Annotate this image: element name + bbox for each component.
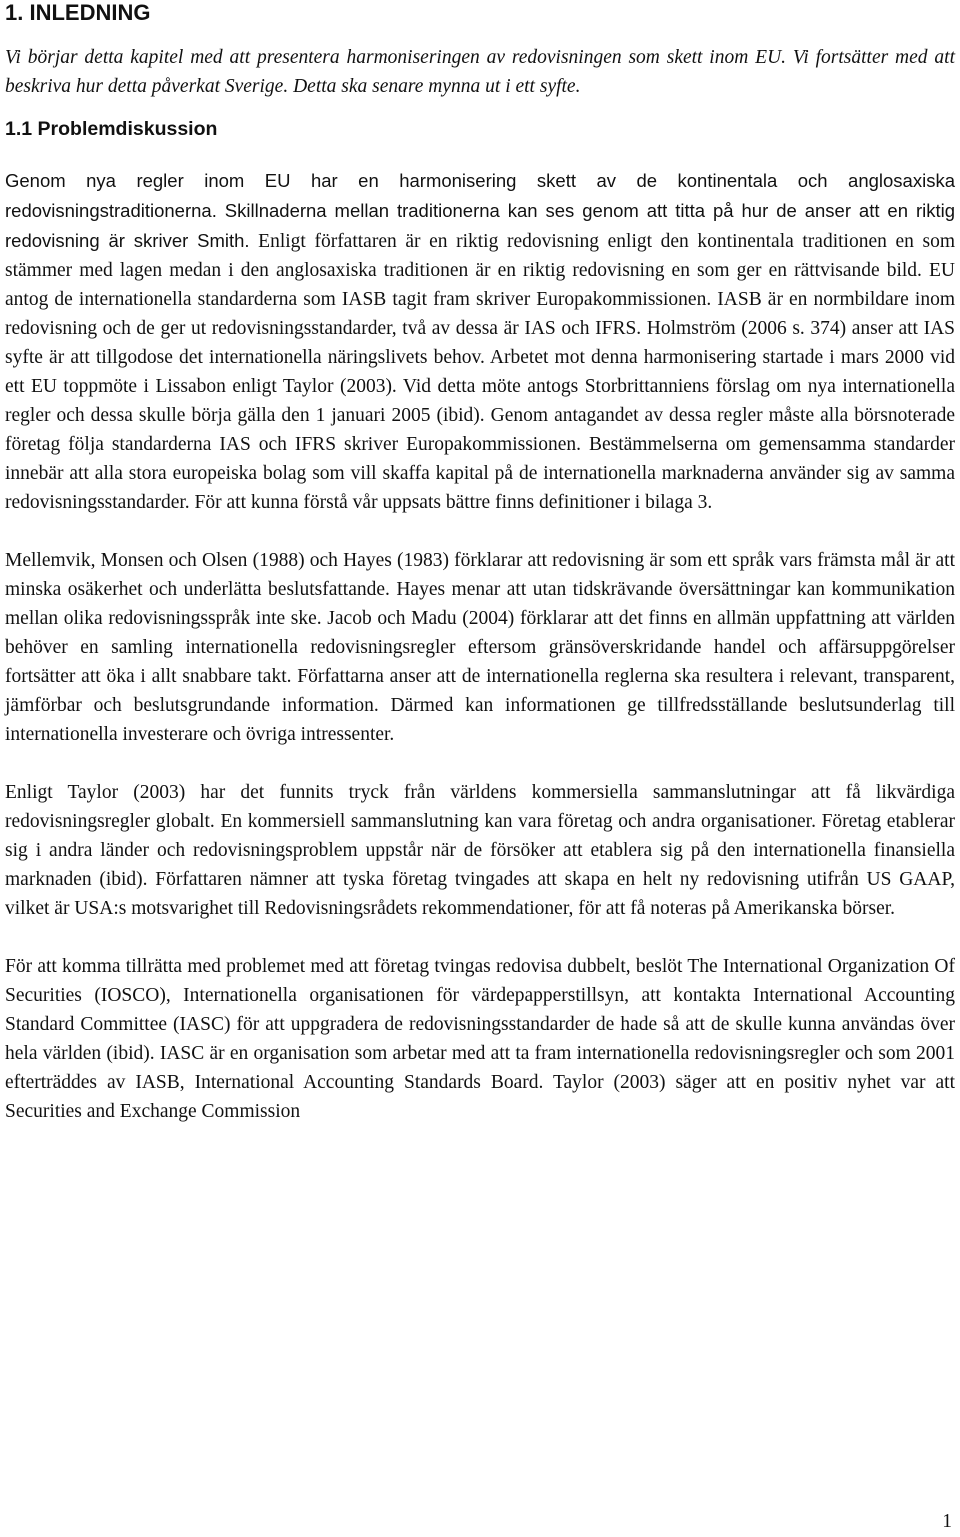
paragraph-1-serif-run: Enligt författaren är en riktig redovisning enligt den kontinentala traditionen en som stämmer med lagen medan i den anglosaxiska traditionen är en riktig redovisning en som ger en rättvisande bild. EU antog de internationella standarderna som IASB tagit fram skriver Europakommissionen. IASB är en normbildare inom redovisning och de ger ut redovisningsstandarder, två av dessa är IAS och IFRS. Holmström (2006 s. 374) anser att IAS syfte är att tillgodose det internationella näringslivets behov. Arbetet mot denna harmonisering startade i mars 2000 vid ett EU toppmöte i Lissabon enligt Taylor (2003). Vid detta möte antogs Storbrittanniens förslag om nya internationella regler och dessa skulle börja gälla den 1 januari 2005 (ibid). Genom antagandet av dessa regler måste alla börsnoterade företag följa standarderna IAS och IFRS skriver Europakommissionen. Bestämmelserna om gemensamma standarder innebär att alla stora europeiska bolag som vill skaffa kapital på de internationella marknaderna använder sig av samma redovisningsstandarder. För att kunna förstå vår uppsats bättre finns definitioner i bilaga 3. bbox=[5, 231, 955, 513]
page-number: 1 bbox=[942, 1511, 952, 1532]
paragraph-3: Enligt Taylor (2003) har det funnits tryck från världens kommersiella sammanslutningar att få likvärdiga redovisningsregler globalt. En kommersiell sammanslutning kan vara företag och andra organisationer. Företag etablerar sig i andra länder och redovisningsproblem uppstår när de försöker att etablera sig på den internationella finansiella marknaden (ibid). Författaren nämner att tyska företag tvingades att skapa en helt ny redovisning utifrån US GAAP, vilket är USA:s motsvarighet till Redovisningsrådets rekommendationer, för att få noteras på Amerikanska börser. bbox=[5, 782, 955, 919]
paragraph-2: Mellemvik, Monsen och Olsen (1988) och Hayes (1983) förklarar att redovisning är som ett språk vars främsta mål är att minska osäkerhet och underlätta beslutsfattande. Hayes menar att utan tidskrävande översättningar kan kommunikation mellan olika redovisningsspråk inte ske. Jacob och Madu (2004) förklarar att det finns en allmän uppfattning att världen behöver en samling internationella redovisningsregler eftersom gränsöverskridande handel och affärsuppgörelser fortsätter att öka i allt snabbare takt. Författarna anser att de internationella reglerna ska resultera i relevant, transparent, jämförbar och beslutsgrundande information. Därmed kan informationen ge tillfredsställande beslutsunderlag till internationella investerare och övriga intressenter. bbox=[5, 550, 955, 745]
paragraph-1-sans-run: Genom nya regler inom EU har en harmonisering skett av de kontinentala och anglosaxiska redovisningstraditionerna. Skillnaderna mellan traditionerna kan ses genom att titta på hur de anser att en riktig redovisning är skriver Smith. bbox=[5, 170, 955, 251]
document-page bbox=[5, 0, 955, 1126]
chapter-intro: Vi börjar detta kapitel med att presentera harmoniseringen av redovisningen som skett inom EU. Vi fortsätter med att beskriva hur detta påverkat Sverige. Detta ska senare mynna ut i ett syfte. bbox=[5, 47, 955, 97]
chapter-heading: 1. INLEDNING bbox=[5, 0, 151, 25]
section-heading: 1.1 Problemdiskussion bbox=[5, 118, 218, 140]
paragraph-4: För att komma tillrätta med problemet med att företag tvingas redovisa dubbelt, beslöt The International Organization Of Securities (IOSCO), Internationella organisationen för värdepapperstillsyn, att kontakta International Accounting Standard Committee (IASC) för att uppgradera de redovisningsstandarder de hade så att de skulle kunna användas över hela världen (ibid). IASC är en organisation som arbetar med att ta fram internationella redovisningsregler och som 2001 efterträddes av IASB, International Accounting Standards Board. Taylor (2003) säger att en positiv nyhet var att Securities and Exchange Commission bbox=[5, 956, 955, 1122]
paragraph-1 bbox=[5, 166, 955, 517]
